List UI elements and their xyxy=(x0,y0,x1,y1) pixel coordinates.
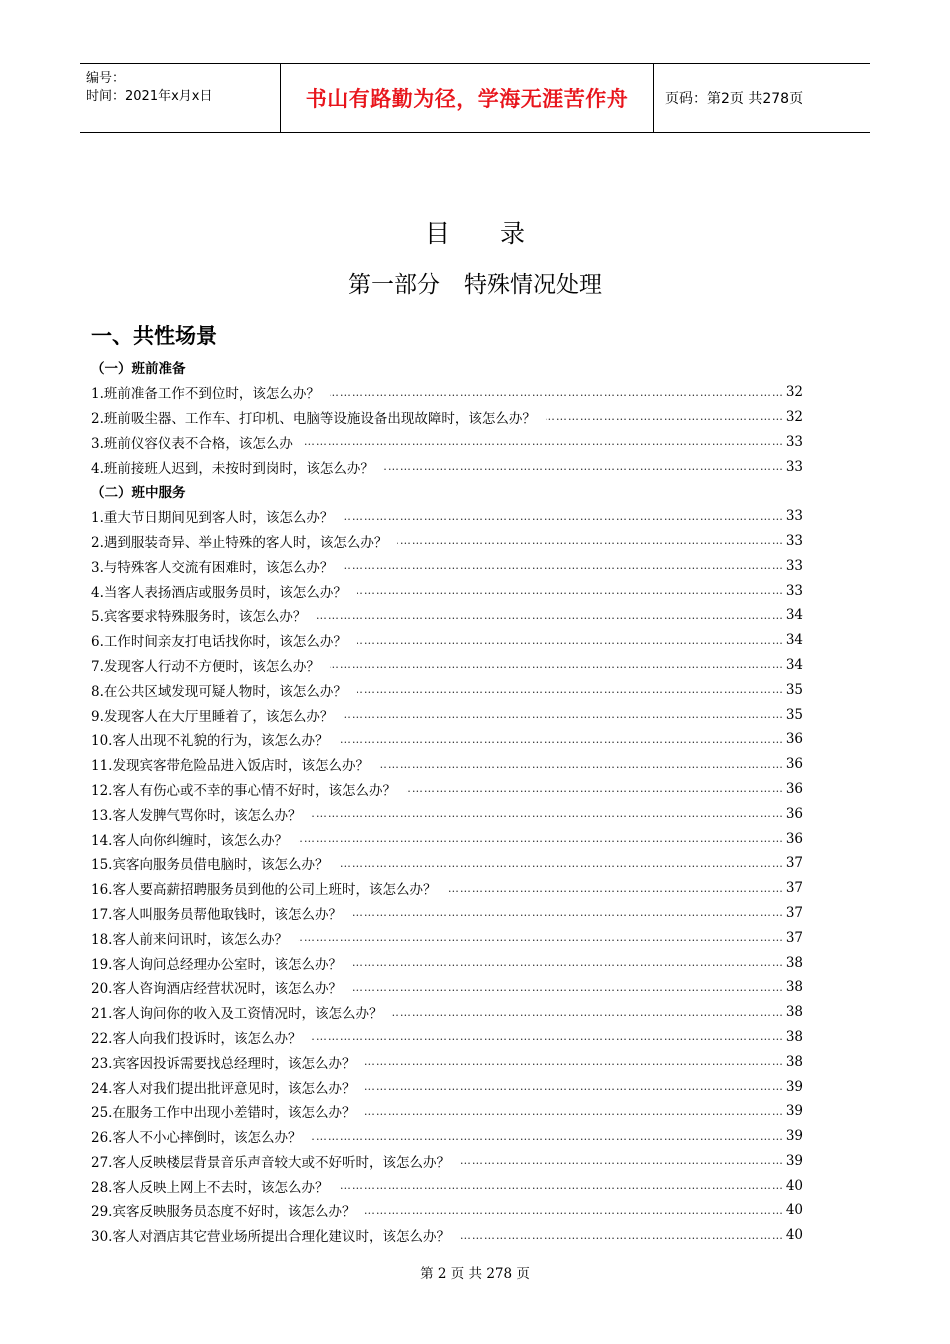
page-footer: 第 2 页 共 278 页 xyxy=(420,1266,530,1282)
toc-entry-title: 3.与特殊客人交流有困难时，该怎么办？ xyxy=(91,559,334,576)
toc-entry-title: 14.客人向你纠缠时，该怎么办？ xyxy=(91,832,288,849)
toc-title xyxy=(0,214,950,250)
toc-entry-page: 36 xyxy=(785,830,803,847)
dot-leader xyxy=(365,1204,783,1217)
toc-entry-title: 10.客人出现不礼貌的行为，该怎么办？ xyxy=(91,733,329,750)
toc-entry[interactable] xyxy=(91,950,803,975)
toc-entry-title: 21.客人询问你的收入及工资情况时，该怎么办？ xyxy=(91,1006,383,1023)
toc-entry-title: 19.客人询问总经理办公室时，该怎么办？ xyxy=(91,956,342,973)
toc-entry-page: 39 xyxy=(785,1078,803,1095)
toc-entry[interactable] xyxy=(91,777,803,802)
toc-entry-title: 8.在公共区域发现可疑人物时，该怎么办？ xyxy=(91,683,347,700)
toc-entry-page: 36 xyxy=(785,805,803,822)
dot-leader xyxy=(311,1130,783,1143)
dot-leader xyxy=(406,782,784,795)
toc-entry-title: 5.宾客要求特殊服务时，该怎么办？ xyxy=(91,609,307,626)
toc-entry-page: 37 xyxy=(785,929,803,946)
toc-subheading xyxy=(91,355,803,380)
toc-entry[interactable] xyxy=(91,578,803,603)
toc-entry-page: 34 xyxy=(785,656,803,673)
toc-entry[interactable] xyxy=(91,702,803,727)
toc-entry-page: 35 xyxy=(785,681,803,698)
toc-entry[interactable] xyxy=(91,727,803,752)
toc-entry-page: 38 xyxy=(785,1004,803,1021)
toc-entry-page: 38 xyxy=(785,1053,803,1070)
dot-leader xyxy=(298,832,784,845)
toc-entry[interactable] xyxy=(91,851,803,876)
toc-entry[interactable] xyxy=(91,529,803,554)
toc-entry-page: 39 xyxy=(785,1152,803,1169)
dot-leader xyxy=(343,708,783,721)
toc-entry-title: 2.遇到服装奇异、举止特殊的客人时，该怎么办？ xyxy=(91,534,388,551)
dot-leader xyxy=(384,460,784,473)
dot-leader xyxy=(352,906,784,919)
toc-entry-title: 9.发现客人在大厅里睡着了，该怎么办？ xyxy=(91,708,334,725)
toc-entry-title: 2.班前吸尘器、工作车、打印机、电脑等设施设备出现故障时，该怎么办？ xyxy=(91,410,536,427)
toc-entry-title: 29.宾客反映服务员态度不好时，该怎么办？ xyxy=(91,1204,356,1221)
toc-entry[interactable] xyxy=(91,901,803,926)
toc-entry-title: 7.发现客人行动不方便时，该怎么办？ xyxy=(91,658,320,675)
toc-entry-page: 35 xyxy=(785,706,803,723)
toc-entry[interactable] xyxy=(91,1198,803,1223)
toc-subheading-label: （一）班前准备 xyxy=(91,361,186,378)
toc-entry-page: 36 xyxy=(785,756,803,773)
toc-entry[interactable] xyxy=(91,553,803,578)
toc-entry-page: 36 xyxy=(785,731,803,748)
toc-entry-page: 33 xyxy=(785,532,803,549)
dot-leader xyxy=(397,534,783,547)
dot-leader xyxy=(546,410,784,423)
toc-entry-title: 28.客人反映上网上不去时，该怎么办？ xyxy=(91,1179,329,1196)
dot-leader xyxy=(460,1154,784,1167)
toc-entry-title: 30.客人对酒店其它营业场所提出合理化建议时，该怎么办？ xyxy=(91,1229,450,1246)
header-meta xyxy=(80,64,281,132)
toc-entry-page: 37 xyxy=(785,880,803,897)
toc-entry-page: 38 xyxy=(785,1028,803,1045)
toc-entry-page: 39 xyxy=(785,1128,803,1145)
toc-entry-title: 4.当客人表扬酒店或服务员时，该怎么办？ xyxy=(91,584,347,601)
dot-leader xyxy=(460,1229,784,1242)
toc-entry-title: 27.客人反映楼层背景音乐声音较大或不好听时，该怎么办？ xyxy=(91,1154,450,1171)
toc-entry-title: 1.重大节日期间见到客人时，该怎么办？ xyxy=(91,510,334,527)
toc-entry[interactable] xyxy=(91,826,803,851)
section-heading: 一、共性场景 xyxy=(91,324,217,348)
toc-entry[interactable] xyxy=(91,653,803,678)
table-of-contents xyxy=(91,355,803,1248)
toc-entry-title: 26.客人不小心摔倒时，该怎么办？ xyxy=(91,1130,302,1147)
page-header xyxy=(80,63,870,133)
toc-entry-page: 33 xyxy=(785,458,803,475)
toc-entry[interactable] xyxy=(91,405,803,430)
toc-entry-page: 40 xyxy=(785,1177,803,1194)
dot-leader xyxy=(330,386,784,399)
toc-entry-page: 36 xyxy=(785,780,803,797)
toc-entry[interactable] xyxy=(91,752,803,777)
toc-entry-title: 17.客人叫服务员帮他取钱时，该怎么办？ xyxy=(91,906,342,923)
toc-entry[interactable] xyxy=(91,1124,803,1149)
toc-entry-title: 13.客人发脾气骂你时，该怎么办？ xyxy=(91,807,302,824)
toc-entry-title: 23.宾客因投诉需要找总经理时，该怎么办？ xyxy=(91,1055,356,1072)
toc-entry-page: 32 xyxy=(785,384,803,401)
toc-entry-title: 25.在服务工作中出现小差错时，该怎么办？ xyxy=(91,1105,356,1122)
toc-entry-title: 22.客人向我们投诉时，该怎么办？ xyxy=(91,1030,302,1047)
toc-entry-page: 33 xyxy=(785,508,803,525)
number-label: 编号： xyxy=(86,71,126,86)
dot-leader xyxy=(446,882,783,895)
toc-title-right: 录 xyxy=(500,219,526,248)
toc-entry[interactable] xyxy=(91,1049,803,1074)
toc-entry-page: 33 xyxy=(785,557,803,574)
toc-entry-title: 6.工作时间亲友打电话找你时，该怎么办？ xyxy=(91,634,347,651)
toc-entry[interactable] xyxy=(91,1025,803,1050)
dot-leader xyxy=(365,1055,783,1068)
toc-entry-title: 3.班前仪容仪表不合格，该怎么办 xyxy=(91,435,293,452)
page-info: 页码：第2页 共278页 xyxy=(665,91,804,107)
toc-entry[interactable] xyxy=(91,1074,803,1099)
toc-subheading xyxy=(91,479,803,504)
toc-entry[interactable] xyxy=(91,603,803,628)
dot-leader xyxy=(365,1105,783,1118)
dot-leader xyxy=(343,510,783,523)
toc-entry-title: 4.班前接班人迟到，未按时到岗时，该怎么办？ xyxy=(91,460,374,477)
toc-entry-page: 38 xyxy=(785,954,803,971)
dot-leader xyxy=(357,634,784,647)
toc-entry[interactable] xyxy=(91,876,803,901)
dot-leader xyxy=(316,609,783,622)
toc-entry[interactable] xyxy=(91,801,803,826)
toc-entry-page: 33 xyxy=(785,433,803,450)
dot-leader xyxy=(365,1080,783,1093)
toc-entry-title: 20.客人咨询酒店经营状况时，该怎么办？ xyxy=(91,981,342,998)
toc-entry-page: 34 xyxy=(785,607,803,624)
toc-entry-title: 11.发现宾客带危险品进入饭店时，该怎么办？ xyxy=(91,758,369,775)
toc-entry-title: 15.宾客向服务员借电脑时，该怎么办？ xyxy=(91,857,329,874)
dot-leader xyxy=(298,931,784,944)
toc-entry[interactable] xyxy=(91,628,803,653)
toc-entry-page: 40 xyxy=(785,1202,803,1219)
dot-leader xyxy=(338,857,783,870)
toc-entry-title: 12.客人有伤心或不幸的事心情不好时，该怎么办？ xyxy=(91,782,396,799)
toc-title-left: 目 xyxy=(424,219,450,248)
dot-leader xyxy=(352,956,784,969)
dot-leader xyxy=(338,733,783,746)
toc-entry-page: 40 xyxy=(785,1227,803,1244)
toc-subheading-label: （二）班中服务 xyxy=(91,485,186,502)
part-heading xyxy=(0,266,950,299)
dot-leader xyxy=(357,584,784,597)
toc-entry-page: 32 xyxy=(785,408,803,425)
toc-entry-page: 37 xyxy=(785,855,803,872)
toc-entry[interactable] xyxy=(91,925,803,950)
dot-leader xyxy=(330,658,784,671)
dot-leader xyxy=(311,1030,783,1043)
toc-entry-page: 34 xyxy=(785,632,803,649)
toc-entry-page: 37 xyxy=(785,904,803,921)
toc-entry[interactable] xyxy=(91,380,803,405)
dot-leader xyxy=(311,807,783,820)
toc-entry[interactable] xyxy=(91,504,803,529)
dot-leader xyxy=(352,981,784,994)
dot-leader xyxy=(343,559,783,572)
dot-leader xyxy=(357,683,784,696)
toc-entry[interactable] xyxy=(91,429,803,454)
toc-entry[interactable] xyxy=(91,1099,803,1124)
toc-entry-page: 38 xyxy=(785,979,803,996)
toc-entry-title: 16.客人要高薪招聘服务员到他的公司上班时，该怎么办？ xyxy=(91,882,437,899)
toc-entry-page: 39 xyxy=(785,1103,803,1120)
dot-leader xyxy=(303,435,784,448)
part-label: 第一部分 xyxy=(348,272,440,298)
toc-entry[interactable] xyxy=(91,1149,803,1174)
toc-entry[interactable] xyxy=(91,1173,803,1198)
time-label: 时间：2021年x月x日 xyxy=(86,89,213,104)
toc-entry[interactable] xyxy=(91,454,803,479)
dot-leader xyxy=(338,1179,783,1192)
toc-entry[interactable] xyxy=(91,1223,803,1248)
toc-entry[interactable] xyxy=(91,975,803,1000)
dot-leader xyxy=(392,1006,783,1019)
part-name: 特殊情况处理 xyxy=(464,272,602,298)
toc-entry-title: 24.客人对我们提出批评意见时，该怎么办？ xyxy=(91,1080,356,1097)
toc-entry-title: 1.班前准备工作不到位时，该怎么办？ xyxy=(91,386,320,403)
motto: 书山有路勤为径，学海无涯苦作舟 xyxy=(281,64,654,132)
dot-leader xyxy=(379,758,784,771)
toc-entry-page: 33 xyxy=(785,582,803,599)
toc-entry[interactable] xyxy=(91,1000,803,1025)
toc-entry[interactable] xyxy=(91,677,803,702)
toc-entry-title: 18.客人前来问讯时，该怎么办？ xyxy=(91,931,288,948)
